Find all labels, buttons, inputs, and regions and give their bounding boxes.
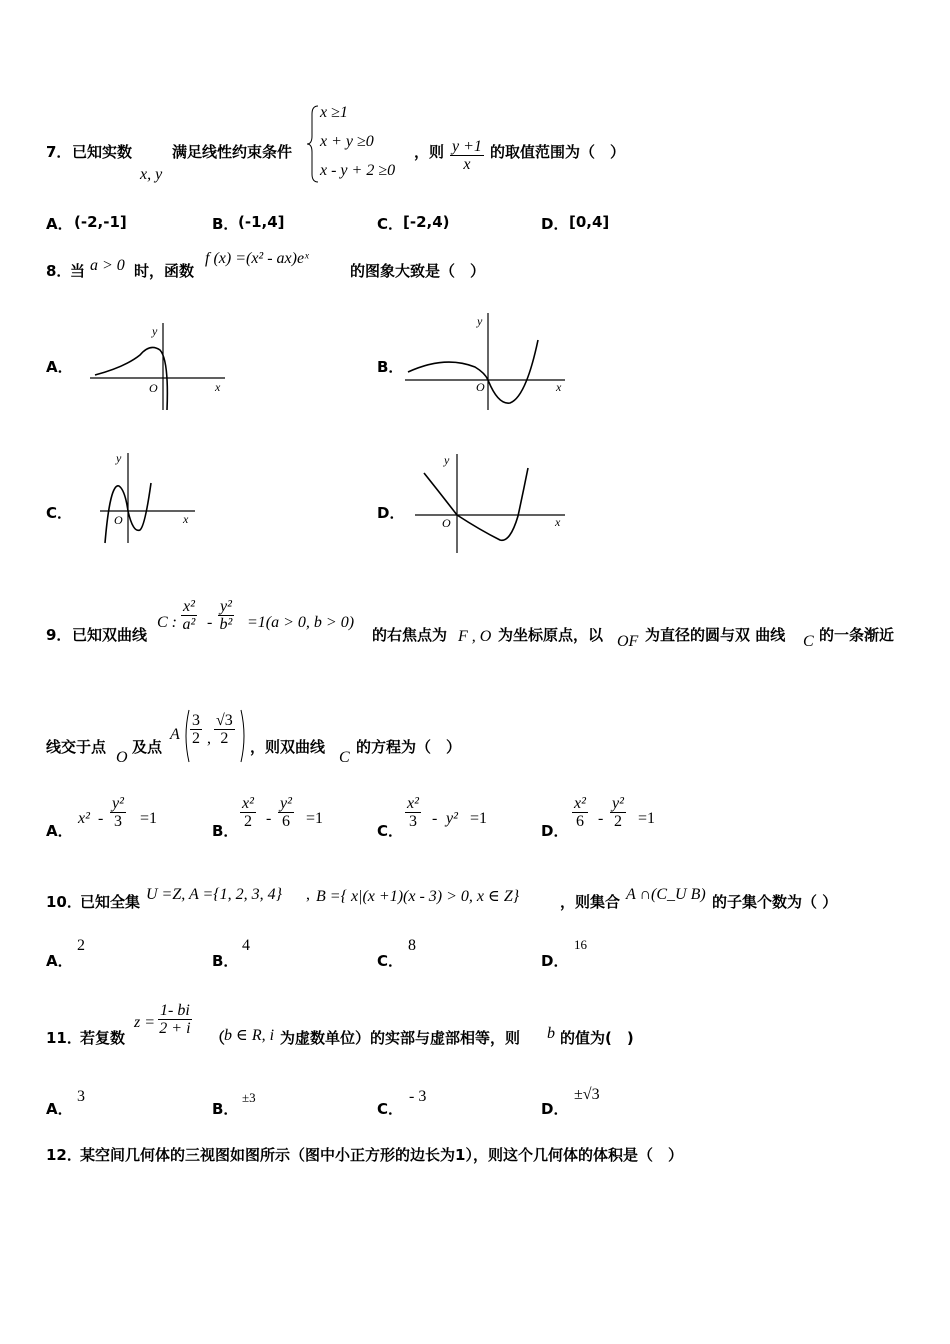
axis-x-label: x [183,512,189,526]
q9-option-a-frac [110,795,126,830]
q9-option-b-op: - [266,810,272,827]
q8-option-a-label: A． [46,358,73,376]
origin-label: O [476,380,485,394]
q9-px-den: 2 [192,730,200,747]
q9-option-b-t1n: x² [242,795,254,812]
q9-py-num: √3 [216,712,233,729]
q9-frac-x [181,598,197,633]
q8-option-b-label: B． [377,358,404,376]
q7-option-d: [0,4] [569,213,610,231]
q9-option-c-t2: y² [446,810,458,827]
q9-option-b-label: B． [212,822,239,840]
q11-stem-b: （ [210,1029,226,1047]
q12-number: 12． [46,1146,82,1164]
q8-graph-b [400,305,570,415]
q10-option-d-label: D． [541,952,569,970]
q9-option-d-t1n: x² [574,795,586,812]
q9-equation: =1(a > 0, b > 0) [247,614,355,631]
q7-vars: x, y [140,166,163,183]
q9-option-b-t1d: 2 [243,813,252,830]
q10-option-c-label: C． [377,952,404,970]
q9-option-d-t2n: y² [612,795,624,812]
q10-set-b: B ={ x|(x +1)(x - 3) > 0, x ∈ Z} [316,888,520,905]
q9-curve-name: C : [157,614,177,631]
q7-constraint-3: x - y + 2 ≥0 [320,162,396,179]
q12-stem: 某空间几何体的三视图如图所示（图中小正方形的边长为1），则这个几何体的体积是（ ） [80,1146,683,1164]
q9-line2-c: ，则双曲线 [250,738,326,756]
q7-option-d-label: D． [541,215,569,233]
q11-frac-num: 1- bi [160,1002,190,1019]
q9-stem-e: 的一条渐近 [819,626,895,644]
q7-fraction [450,138,484,173]
q7-option-b-label: B． [212,215,239,233]
q7-option-b: (-1,4] [238,213,285,231]
curve [408,340,538,403]
axis-y-label: y [116,451,122,465]
q11-stem-a: 若复数 [80,1029,126,1047]
q11-b: b [547,1025,555,1042]
q7-constraint-1: x ≥1 [320,104,348,121]
q10-option-b: 4 [242,937,250,954]
axis-x-label: x [215,380,221,394]
q7-stem-b: 满足线性约束条件 [172,143,293,161]
q7-number: 7． [46,143,72,161]
q10-option-d: 16 [574,937,587,952]
q8-option-c-label: C． [46,504,73,522]
q9-paren-right [240,708,248,764]
q7-option-c-label: C． [377,215,404,233]
q7-stem-a: 已知实数 [72,143,133,161]
q7-stem-c: ，则 [414,143,445,161]
q10-option-a: 2 [77,937,85,954]
q7-frac-num: y +1 [452,138,482,155]
q9-paren-left [182,708,190,764]
q10-number: 10． [46,893,82,911]
q8-function: f (x) =(x² - ax)eˣ [205,250,309,267]
q10-option-a-label: A． [46,952,73,970]
q9-stem-b: 的右焦点为 [372,626,448,644]
q9-option-d-rhs: =1 [638,810,656,827]
q9-stem-c: 为坐标原点，以 [498,626,604,644]
axis-x-label: x [555,515,561,529]
origin-label: O [114,513,123,527]
q9-a2: a² [182,616,196,633]
q10-stem-a: 已知全集 [80,893,141,911]
curve [95,347,167,410]
axis-y-label: y [477,314,483,328]
q9-b2: b² [219,616,233,633]
q9-of: OF [617,633,639,650]
q7-constraint-2: x + y ≥0 [320,133,374,150]
q9-o: O [116,749,128,766]
q9-option-b-rhs: =1 [306,810,324,827]
q9-point-x [190,712,202,747]
q9-option-c-op: - [432,810,438,827]
q9-number: 9． [46,626,72,644]
q9-option-c-label: C． [377,822,404,840]
q8-stem-b: 时，函数 [134,262,195,280]
q8-graph-c [95,448,200,548]
q11-option-c-label: C． [377,1100,404,1118]
origin-label: O [149,381,158,395]
axis-x-label: x [556,380,562,394]
q7-option-a-label: A． [46,215,73,233]
q9-stem-d: 为直径的圆与双 曲线 [645,626,786,644]
q9-option-d-label: D． [541,822,569,840]
q9-option-a-t2d: 3 [113,813,122,830]
q11-option-c: - 3 [409,1088,427,1105]
q8-graph-d [410,448,570,558]
q10-option-c: 8 [408,937,416,954]
q8-graph-a [85,315,230,415]
axis-y-label: y [444,453,450,467]
q9-line2-d: 的方程为（ ） [356,738,462,756]
q9-option-a-rhs: =1 [140,810,158,827]
q9-option-a-t1: x² [78,810,90,827]
q9-option-d-t2d: 2 [613,813,622,830]
q9-stem-a: 已知双曲线 [72,626,148,644]
q9-c2: C [339,749,350,766]
q9-option-d-t1d: 6 [575,813,584,830]
q9-option-a-label: A． [46,822,73,840]
q9-line2-a: 线交于点 [46,738,107,756]
q9-comma: , [207,730,211,747]
q8-stem-a: 当 [70,262,86,280]
q9-option-b-frac2 [278,795,294,830]
q9-option-a-t2n: y² [112,795,124,812]
q8-stem-c: 的图象大致是（ ） [350,262,486,280]
q7-brace [306,104,320,184]
q10-option-b-label: B． [212,952,239,970]
q9-px-num: 3 [192,712,200,729]
q9-option-c-frac1 [405,795,421,830]
q11-number: 11． [46,1029,82,1047]
q9-c: C [803,633,814,650]
q9-x2: x² [183,598,195,615]
q10-expr: A ∩(C_U B) [626,886,706,903]
q11-fraction [158,1002,192,1037]
q10-stem-c: 的子集个数为（ ） [712,893,838,911]
q10-sets: U =Z, A ={1, 2, 3, 4} [146,886,283,903]
q9-line2-b: 及点 [132,738,163,756]
q11-frac-den: 2 + i [159,1020,191,1037]
q11-option-d: ±√3 [574,1086,600,1103]
q11-option-a: 3 [77,1088,85,1105]
q7-option-a: (-2,-1] [74,213,127,231]
q11-option-a-label: A． [46,1100,73,1118]
q11-option-b: ±3 [242,1090,256,1105]
q9-option-d-op: - [598,810,604,827]
q8-option-d-label: D． [377,504,405,522]
q9-option-d-frac1 [572,795,588,830]
curve [424,468,528,540]
q9-py-den: 2 [220,730,229,747]
q11-option-d-label: D． [541,1100,569,1118]
q10-sep: , [306,886,310,903]
q9-option-b-frac1 [240,795,256,830]
q11-z: z = [134,1014,156,1031]
q9-option-d-frac2 [610,795,626,830]
q8-number: 8． [46,262,72,280]
q9-option-a-op: - [98,810,104,827]
q9-y2: y² [220,598,232,615]
q10-stem-b: ，则集合 [560,893,621,911]
q9-option-c-t1d: 3 [408,813,417,830]
q9-point-a: A [170,726,180,743]
q9-option-b-t2d: 6 [281,813,290,830]
q7-frac-den: x [463,156,471,173]
q9-option-c-rhs: =1 [470,810,488,827]
q8-condition: a > 0 [90,257,125,274]
q11-option-b-label: B． [212,1100,239,1118]
q9-fo: F , O [458,628,492,645]
q11-stem-c: 为虚数单位）的实部与虚部相等，则 [280,1029,521,1047]
q11-condition: b ∈ R, i [224,1027,275,1044]
q7-option-c: [-2,4) [403,213,450,231]
origin-label: O [442,516,451,530]
q9-frac-y [218,598,234,633]
axis-y-label: y [152,324,158,338]
q7-stem-d: 的取值范围为（ ） [490,143,626,161]
q11-stem-d: 的值为( ) [560,1029,634,1047]
q9-option-b-t2n: y² [280,795,292,812]
q9-option-c-t1n: x² [407,795,419,812]
q9-point-y [214,712,235,747]
q9-minus: - [207,614,213,631]
